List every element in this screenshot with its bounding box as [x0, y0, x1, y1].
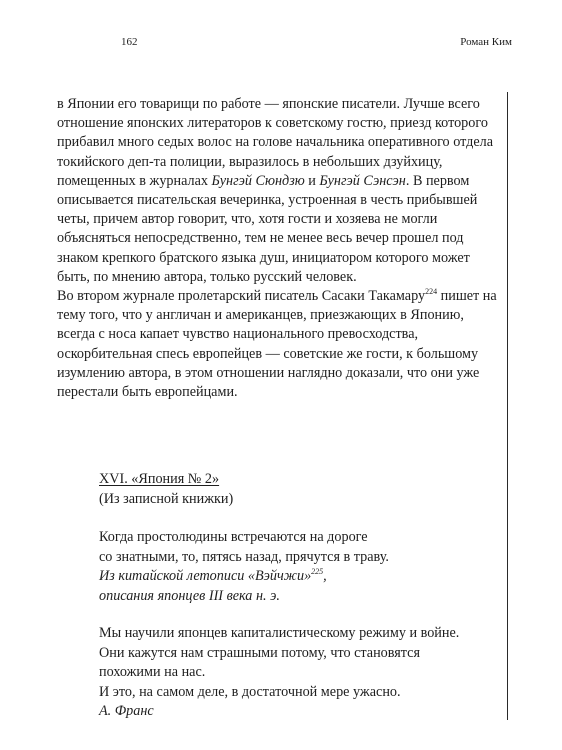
epigraph-1-line-2: со знатными, то, пятясь назад, прячутся в траву. — [99, 548, 389, 565]
paragraph-1 — [57, 95, 499, 287]
margin-rule — [507, 92, 508, 720]
paragraph-1-end: . В первом описывается писательская вечеринка, устроенная в честь прибывшей четы, причем автор говорит, что, хотя гости и хозяева не могли объясняться непосредственно, тем не менее весь вечер прошел под знаком крепкого братского языка душ, инициатором которого может быть, по мнению автора, только русский человек. — [57, 172, 478, 285]
main-text — [57, 95, 499, 402]
journal-title-2: Бунгэй Сэнсэн — [319, 172, 406, 189]
epigraph-2-line-4: И это, на самом деле, в достаточной мере ужасно. — [99, 683, 401, 700]
epigraph-2-source: А. Франс — [99, 703, 154, 719]
paragraph-2-end: пишет на тему того, что у англичан и американцев, приезжающих в Японию, всегда с носа капает чувство национального превосходства, оскорбительная спесь европейцев — советские же гости, к большому изумлению автора, в этом отношении наглядно доказали, что они уже перестали быть европейцами. — [57, 288, 497, 401]
paragraph-1-start: в Японии его товарищи по работе — японские писатели. Лучше всего отношение японских литераторов к советскому гостю, приезд которого прибавил много седых волос на голове начальника оперативного отдела токийского деп-та полиции, выразилось в небольших дзуйхицу, помещенных в журналах — [57, 96, 494, 189]
epigraph-1-source-title: Из китайской летописи «Вэйчжи» — [99, 568, 312, 584]
section-heading: XVI. «Япония № 2» — [99, 471, 220, 487]
epigraph-1-source-comma: , — [323, 568, 327, 584]
epigraph-1-source-line-1 — [99, 567, 499, 587]
epigraph-1-source-line-2: описания японцев III века н. э. — [99, 587, 280, 604]
paragraph-2 — [57, 287, 499, 402]
footnote-ref-225: 225 — [311, 567, 324, 576]
epigraph-2-line-2: Они кажутся нам страшными потому, что становятся — [99, 644, 420, 661]
running-head-author: Роман Ким — [460, 36, 512, 48]
epigraph-1-line-1: Когда простолюдины встречаются на дороге — [99, 529, 368, 545]
section-16 — [99, 470, 499, 722]
journal-title-1: Бунгэй Сюндзю — [211, 172, 305, 189]
epigraph-2-line-1: Мы научили японцев капиталистическому режиму и войне. — [99, 625, 460, 641]
conjunction: и — [304, 172, 320, 189]
page-number: 162 — [121, 36, 138, 48]
paragraph-2-start: Во втором журнале пролетарский писатель Сасаки Такамару — [57, 288, 426, 305]
footnote-ref-224: 224 — [425, 287, 438, 297]
section-subheading: (Из записной книжки) — [99, 490, 234, 507]
epigraph-2-line-3: похожими на нас. — [99, 664, 206, 680]
